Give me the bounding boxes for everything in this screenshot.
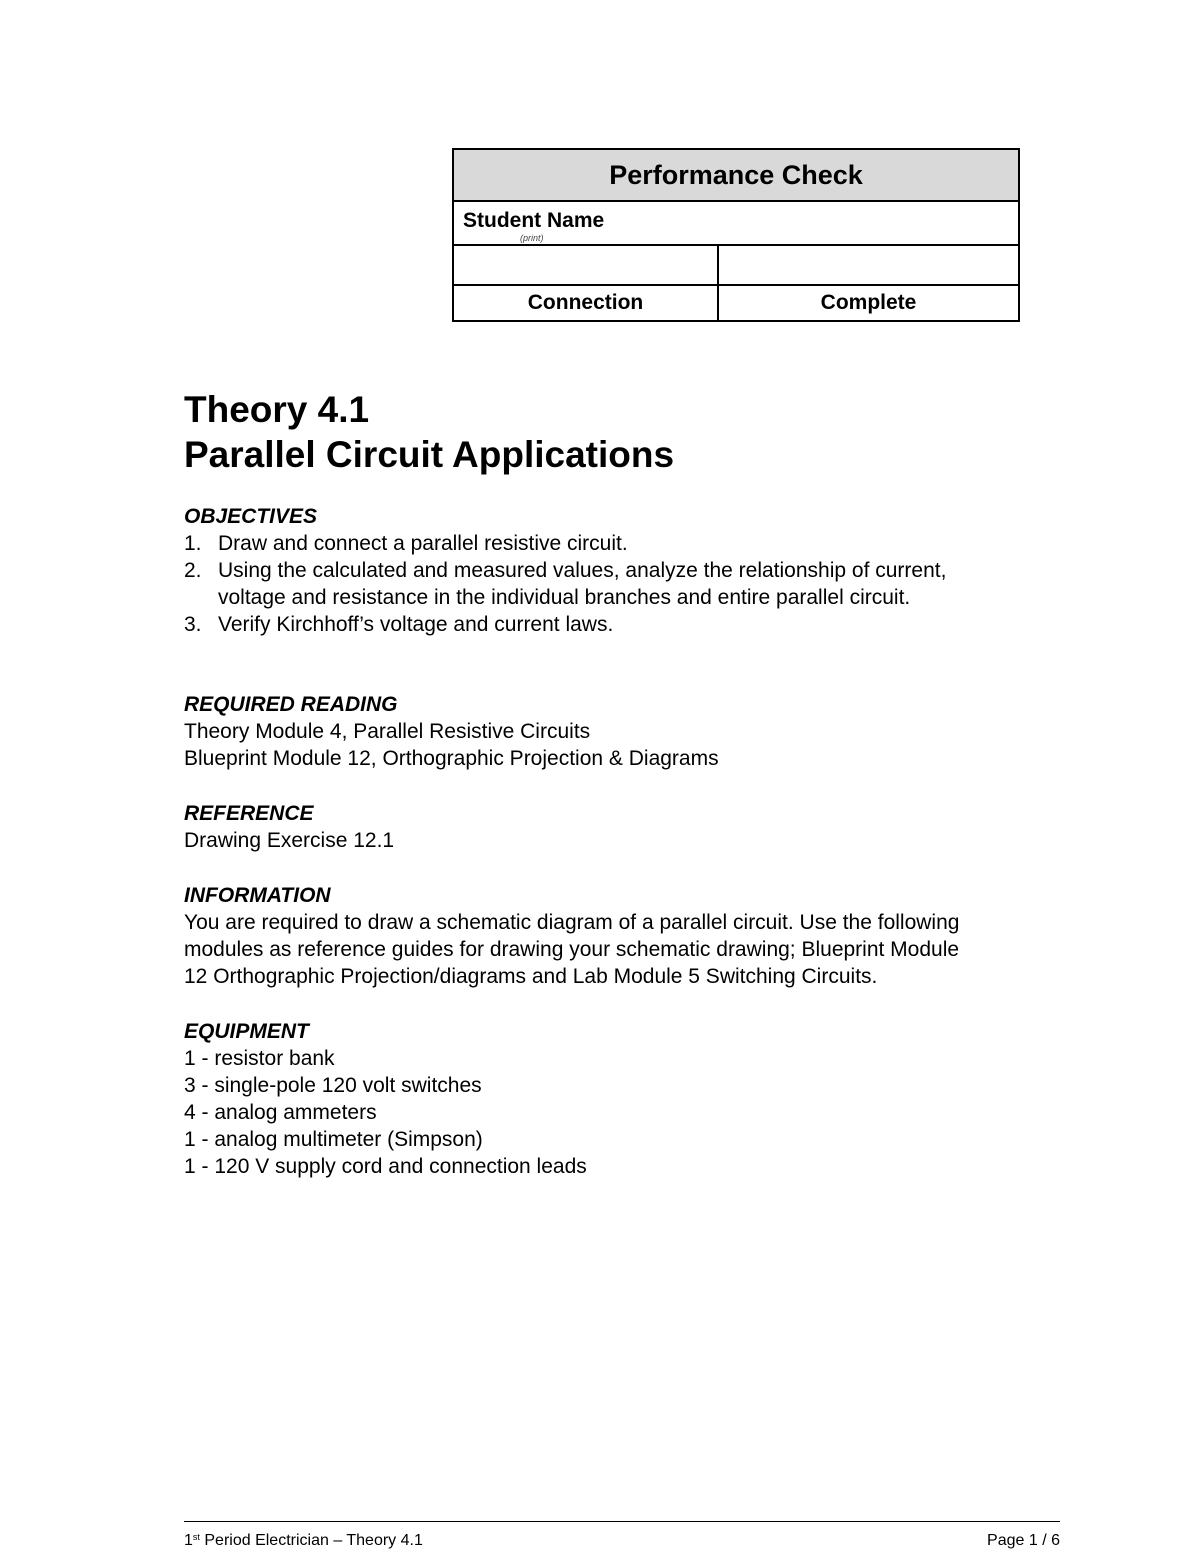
equipment-item: 3 - single-pole 120 volt switches <box>184 1074 482 1097</box>
reading-item: Theory Module 4, Parallel Resistive Circuits <box>184 720 591 743</box>
objectives-list <box>184 530 1064 638</box>
required-reading-heading: REQUIRED READING <box>184 693 398 716</box>
student-name-label: Student Name <box>463 209 605 232</box>
equipment-item: 1 - 120 V supply cord and connection leads <box>184 1155 587 1178</box>
footer-period-number: 1 <box>184 1532 193 1549</box>
list-item-line: Draw and connect a parallel resistive circuit. <box>218 532 628 555</box>
list-item-line: voltage and resistance in the individual branches and entire parallel circuit. <box>218 586 911 609</box>
information-section <box>184 882 1064 990</box>
list-item-line: Using the calculated and measured values, analyze the relationship of current, <box>218 559 947 582</box>
objectives-heading: OBJECTIVES <box>184 505 318 528</box>
student-name-row[interactable] <box>454 202 1018 246</box>
list-item-text <box>218 530 1064 557</box>
list-item-text <box>218 611 1064 638</box>
reference-item: Drawing Exercise 12.1 <box>184 829 395 852</box>
information-line: You are required to draw a schematic diagram of a parallel circuit. Use the following <box>184 911 960 934</box>
document-title-line1: Theory 4.1 <box>184 389 370 430</box>
performance-check-header: Performance Check <box>454 150 1018 202</box>
footer-course-label <box>184 1532 423 1550</box>
equipment-item: 1 - resistor bank <box>184 1047 335 1070</box>
performance-check-box <box>452 148 1020 322</box>
list-item-number: 2. <box>184 559 202 582</box>
print-hint: (print) <box>520 233 544 243</box>
objectives-section <box>184 503 1064 638</box>
list-item <box>184 557 1064 611</box>
reading-item: Blueprint Module 12, Orthographic Projection & Diagrams <box>184 747 719 770</box>
equipment-section <box>184 1018 1064 1180</box>
reference-heading: REFERENCE <box>184 802 314 825</box>
list-item <box>184 611 1064 638</box>
equipment-item: 4 - analog ammeters <box>184 1101 377 1124</box>
information-heading: INFORMATION <box>184 884 331 907</box>
list-item-text <box>218 557 1064 611</box>
footer-course-text: Period Electrician – Theory 4.1 <box>199 1532 423 1549</box>
check-label-row <box>454 286 1018 320</box>
document-body <box>184 503 1064 1180</box>
required-reading-section <box>184 691 1064 772</box>
equipment-heading: EQUIPMENT <box>184 1020 309 1043</box>
list-item-line: Verify Kirchhoff’s voltage and current laws. <box>218 613 614 636</box>
connection-label: Connection <box>454 286 719 320</box>
list-item-number: 3. <box>184 613 202 636</box>
equipment-item: 1 - analog multimeter (Simpson) <box>184 1128 483 1151</box>
page-number: Page 1 / 6 <box>987 1532 1060 1549</box>
information-line: modules as reference guides for drawing your schematic drawing; Blueprint Module <box>184 938 960 961</box>
footer-ordinal-suffix: st <box>192 1532 200 1542</box>
check-blank-row <box>454 246 1018 286</box>
information-line: 12 Orthographic Projection/diagrams and Lab Module 5 Switching Circuits. <box>184 965 878 988</box>
list-item-number: 1. <box>184 532 202 555</box>
document-title-line2: Parallel Circuit Applications <box>184 434 675 475</box>
complete-blank-cell[interactable] <box>719 246 1018 284</box>
list-item <box>184 530 1064 557</box>
reference-section <box>184 800 1064 854</box>
complete-label: Complete <box>820 291 917 314</box>
footer-divider <box>184 1521 1060 1522</box>
connection-blank-cell[interactable] <box>454 246 719 284</box>
